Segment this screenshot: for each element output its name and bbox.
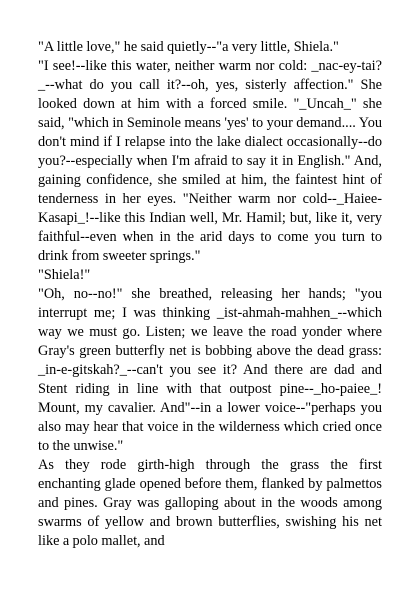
paragraph-shiela-exclamation: "Shiela!" [38, 267, 91, 283]
paragraph-which-way-we-must-go: "Oh, no--no!" she breathed, releasing her hands; "you interrupt me; I was thinking _ist-ahmah-mahhen_--which way we must go. Listen; we leave the road yonder where Gray's green butterfly net is bobbing above the dead grass: _in-e-gitskah?_--can't you see it? And there are dad and Stent riding in line with that outpost pine--_ho-paiee_! Mount, my cavalier. And"--in a lower voice--"perhaps you also may hear that voice in the wilderness which cried once to the unwise." [38, 286, 382, 454]
document-page [38, 38, 382, 551]
paragraph-enchanting-glade: As they rode girth-high through the grass the first enchanting glade opened before them, flanked by palmettos and pines. Gray was galloping about in the woods among swarms of yellow and brown butterflies, swishing his net like a polo mallet, and [38, 457, 382, 549]
paragraph-a-little-love: "A little love," he said quietly--"a very little, Shiela." [38, 39, 339, 55]
paragraph-sisterly-affection: "I see!--like this water, neither warm nor cold: _nac-ey-tai?_--what do you call it?--oh, yes, sisterly affection." She looked down at him with a forced smile. "_Uncah_" she said, "which in Seminole means 'yes' to your demand.... You don't mind if I relapse into the lake dialect occasionally--do you?--especially when I'm afraid to say it in English." And, gaining confidence, she smiled at him, the faintest hint of tenderness in her eyes. "Neither warm nor cold--_Haiee-Kasapi_!--like this Indian well, Mr. Hamil; but, like it, very faithful--even when in the arid days to come you turn to drink from sweeter springs." [38, 58, 382, 264]
